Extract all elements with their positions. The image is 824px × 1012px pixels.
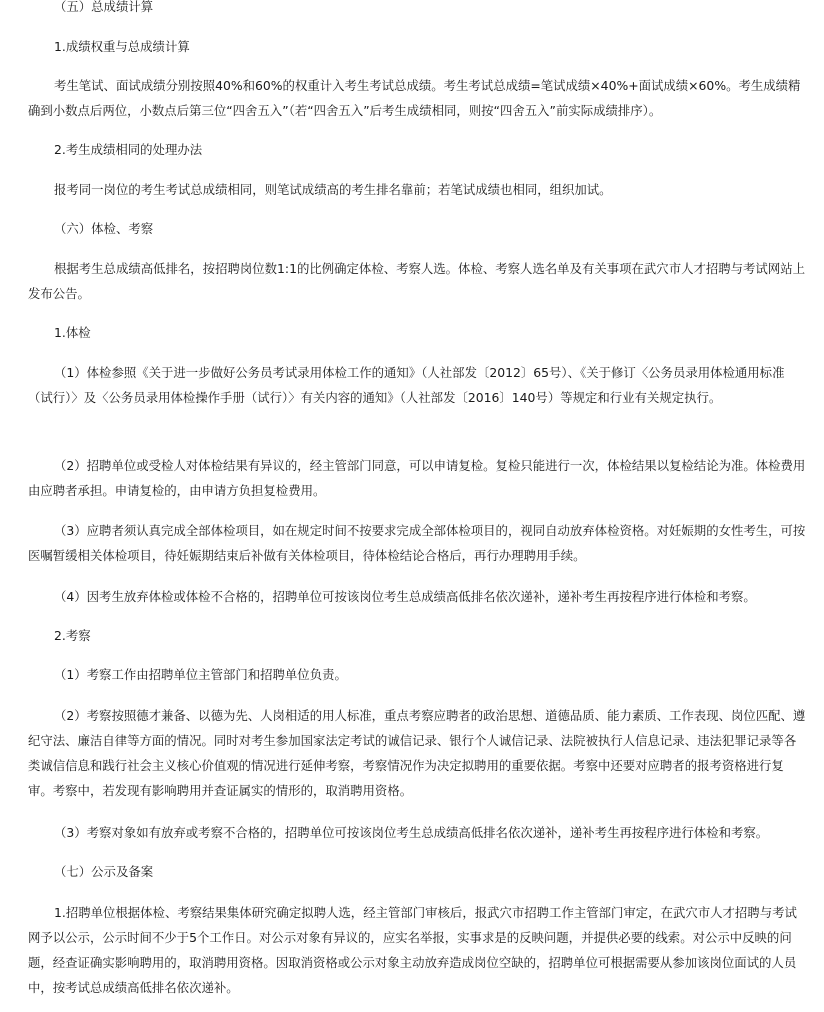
paragraph-inspection-1: （1）考察工作由招聘单位主管部门和招聘单位负责。 xyxy=(54,667,347,682)
section-heading-7: （七）公示及备案 xyxy=(54,864,154,879)
paragraph-medical-3: （3）应聘者须认真完成全部体检项目，如在规定时间不按要求完成全部体检项目的，视同自动放弃体检资格。对妊娠期的女性考生，可按医嘱暂缓相关体检项目，待妊娠期结束后补做有关体检项目，待体检结论合格后，再行办理聘用手续。 xyxy=(28,523,806,563)
section-heading-5: （五）总成绩计算 xyxy=(54,0,154,14)
paragraph-medical-2: （2）招聘单位或受检人对体检结果有异议的，经主管部门同意，可以申请复检。复检只能进行一次，体检结果以复检结论为准。体检费用由应聘者承担。申请复检的，由申请方负担复检费用。 xyxy=(28,458,806,498)
paragraph-inspection-3: （3）考察对象如有放弃或考察不合格的，招聘单位可按该岗位考生总成绩高低排名依次递补，递补考生再按程序进行体检和考察。 xyxy=(54,825,769,840)
paragraph-score-weight: 考生笔试、面试成绩分别按照40%和60%的权重计入考生考试总成绩。考生考试总成绩=笔试成绩×40%+面试成绩×60%。考生成绩精确到小数点后两位，小数点后第三位“四舍五入”（若“四舍五入”后考生成绩相同，则按“四舍五入”前实际成绩排序）。 xyxy=(28,78,801,118)
subheading-inspection: 2.考察 xyxy=(54,628,91,643)
paragraph-tie-handling: 报考同一岗位的考生考试总成绩相同，则笔试成绩高的考生排名靠前；若笔试成绩也相同，组织加试。 xyxy=(54,182,612,197)
paragraph-publicity: 1.招聘单位根据体检、考察结果集体研究确定拟聘人选，经主管部门审核后，报武穴市招聘工作主管部门审定，在武穴市人才招聘与考试网予以公示，公示时间不少于5个工作日。对公示对象有异议的，应实名举报，实事求是的反映问题，并提供必要的线索。对公示中反映的问题，经查证确实影响聘用的，取消聘用资格。因取消资格或公示对象主动放弃造成岗位空缺的，招聘单位可根据需要从参加该岗位面试的人员中，按考试总成绩高低排名依次递补。 xyxy=(28,905,797,995)
section-heading-6: （六）体检、考察 xyxy=(54,221,154,236)
paragraph-medical-1: （1）体检参照《关于进一步做好公务员考试录用体检工作的通知》（人社部发〔2012〕65号）、《关于修订〈公务员录用体检通用标准（试行）〉及〈公务员录用体检操作手册（试行）〉有关内容的通知》（人社部发〔2016〕140号）等规定和行业有关规定执行。 xyxy=(28,365,785,405)
subheading-score-weight: 1.成绩权重与总成绩计算 xyxy=(54,39,190,54)
subheading-tie-handling: 2.考生成绩相同的处理办法 xyxy=(54,142,203,157)
paragraph-inspection-2: （2）考察按照德才兼备、以德为先、人岗相适的用人标准，重点考察应聘者的政治思想、道德品质、能力素质、工作表现、岗位匹配、遵纪守法、廉洁自律等方面的情况。同时对考生参加国家法定考试的诚信记录、银行个人诚信记录、法院被执行人信息记录、违法犯罪记录等各类诚信信息和践行社会主义核心价值观的情况进行延伸考察，考察情况作为决定拟聘用的重要依据。考察中还要对应聘者的报考资格进行复审。考察中，若发现有影响聘用并查证属实的情形的，取消聘用资格。 xyxy=(28,708,806,798)
paragraph-exam-candidates: 根据考生总成绩高低排名，按招聘岗位数1:1的比例确定体检、考察人选。体检、考察人选名单及有关事项在武穴市人才招聘与考试网站上发布公告。 xyxy=(28,261,805,301)
paragraph-medical-4: （4）因考生放弃体检或体检不合格的，招聘单位可按该岗位考生总成绩高低排名依次递补，递补考生再按程序进行体检和考察。 xyxy=(54,589,756,604)
subheading-medical: 1.体检 xyxy=(54,325,91,340)
